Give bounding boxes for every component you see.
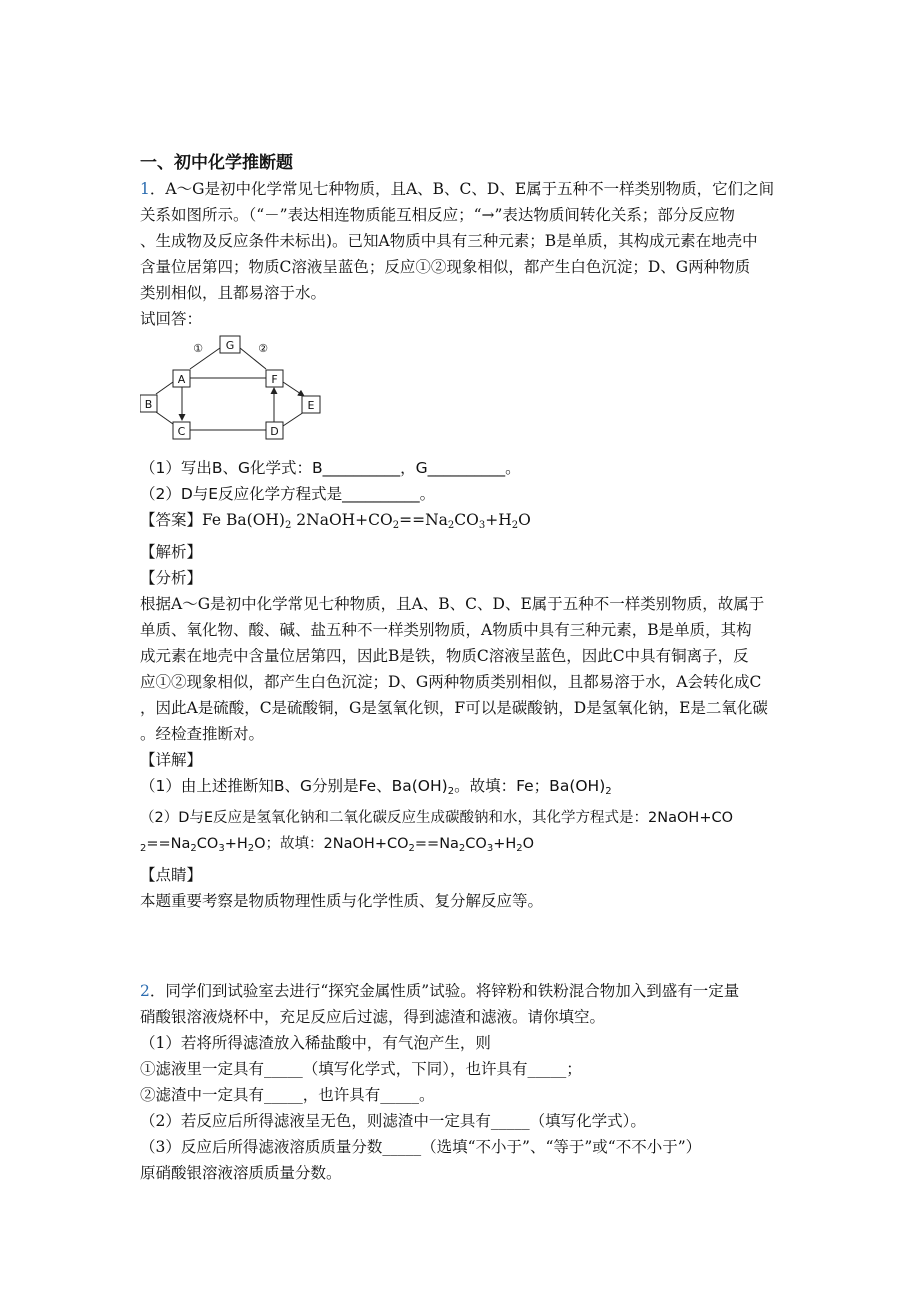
q1-stem-line: 、生成物及反应条件未标出)。已知A物质中具有三种元素；B是单质，其构成元素在地壳中 [140, 232, 758, 250]
edge-d-e [283, 412, 304, 426]
q2-item: ②滤渣中一定具有_____，也许具有_____。 [140, 1086, 435, 1104]
node-d: D [270, 425, 279, 438]
fenxi-line: 成元素在地壳中含量位居第四，因此B是铁，物质C溶液呈蓝色，因此C中具有铜离子，反 [140, 647, 749, 665]
q1-answer: 【答案】Fe $Ba(OH)_2$ $2NaOH+CO_2==Na_2CO_3+H_2O$ [140, 511, 531, 531]
dianjing-text: 本题重要考察是物质物理性质与化学性质、复分解反应等。 [140, 892, 544, 910]
q2-item: （1）若将所得滤渣放入稀盐酸中，有气泡产生，则 [140, 1034, 491, 1052]
fenxi-line: ，因此A是硫酸，C是硫酸铜，G是氢氧化钡，F可以是碳酸钠，D是氢氧化钠，E是二氧化碳 [140, 699, 768, 717]
node-c: C [177, 425, 186, 438]
node-g: G [225, 339, 235, 352]
detail-line-2a: （2）D与E反应是氢氧化钠和二氧化碳反应生成碳酸钠和水，其化学方程式是：2NaOH+CO [140, 810, 734, 826]
arrow-f-e [283, 382, 304, 396]
question-gap [140, 914, 785, 978]
q1-sub-question-1: （1）写出B、G化学式：B__________，G__________。 [140, 459, 521, 477]
question-2 [140, 978, 785, 1186]
detail-line-2b: $_2==Na_2CO_3+H_2O$；故填：$2NaOH+CO_2==Na_2CO_3+H_2O$ [140, 836, 535, 854]
detail-line-1: （1）由上述推断知B、G分别是Fe、$Ba(OH)_2$。故填：Fe；$Ba(OH)_2$ [140, 777, 612, 797]
q2-item: ①滤液里一定具有_____（填写化学式，下同），也许具有_____； [140, 1060, 582, 1078]
question-number: 1 [140, 180, 150, 198]
q1-stem-line: 类别相似，且都易溶于水。 [140, 284, 327, 302]
dianjing-tag: 【点睛】 [140, 866, 203, 884]
node-e: E [307, 399, 315, 412]
q2-stem-line: 2．同学们到试验室去进行“探究金属性质”试验。将锌粉和铁粉混合物加入到盛有一定量 [140, 982, 740, 1000]
q2-item: （3）反应后所得滤液溶质质量分数_____（选填“不小于”、“等于”或“不不小于”） [140, 1138, 702, 1156]
fenxi-line: 。经检查推断对。 [140, 725, 265, 743]
q1-stem-line: 1．A～G是初中化学常见七种物质，且A、B、C、D、E属于五种不一样类别物质，它们之间 [140, 180, 775, 198]
question-1 [140, 176, 785, 914]
section-title: 一、初中化学推断题 [140, 153, 293, 173]
q2-item: （2）若反应后所得滤液呈无色，则滤渣中一定具有_____（填写化学式）。 [140, 1112, 646, 1130]
reaction-mark-1: ① [193, 342, 203, 355]
fenxi-tag: 【分析】 [140, 569, 203, 587]
fenxi-line: 根据A～G是初中化学常见七种物质，且A、B、C、D、E属于五种不一样类别物质，故属于 [140, 595, 765, 613]
node-a: A [177, 373, 186, 386]
q2-stem-line: 硝酸银溶液烧杯中，充足反应后过滤，得到滤渣和滤液。请你填空。 [140, 1008, 606, 1026]
detail-tag: 【详解】 [140, 751, 203, 769]
q1-sub-question-2: （2）D与E反应化学方程式是__________。 [140, 485, 436, 503]
q2-item: 原硝酸银溶液溶质质量分数。 [140, 1164, 342, 1182]
edge-b-c [156, 412, 173, 424]
question-number: 2 [140, 982, 150, 1000]
relation-diagram [140, 334, 340, 449]
analysis-tag: 【解析】 [140, 543, 203, 561]
q1-stem-line: 含量位居第四；物质C溶液呈蓝色；反应①②现象相似，都产生白色沉淀；D、G两种物质 [140, 258, 751, 276]
edge-a-b [156, 382, 173, 394]
node-b: B [144, 398, 153, 411]
reaction-mark-2: ② [258, 342, 268, 355]
document-body [140, 150, 785, 1186]
q1-stem-line: 关系如图所示。（“－”表达相连物质能互相反应；“→”表达物质间转化关系；部分反应物 [140, 206, 735, 224]
q1-prompt: 试回答： [140, 310, 203, 328]
fenxi-line: 应①②现象相似，都产生白色沉淀；D、G两种物质类别相似，且都易溶于水，A会转化成C [140, 673, 762, 691]
fenxi-line: 单质、氧化物、酸、碱、盐五种不一样类别物质，A物质中具有三种元素，B是单质，其构 [140, 621, 752, 639]
answer-tag: 【答案】 [140, 511, 203, 529]
node-f: F [271, 373, 278, 386]
